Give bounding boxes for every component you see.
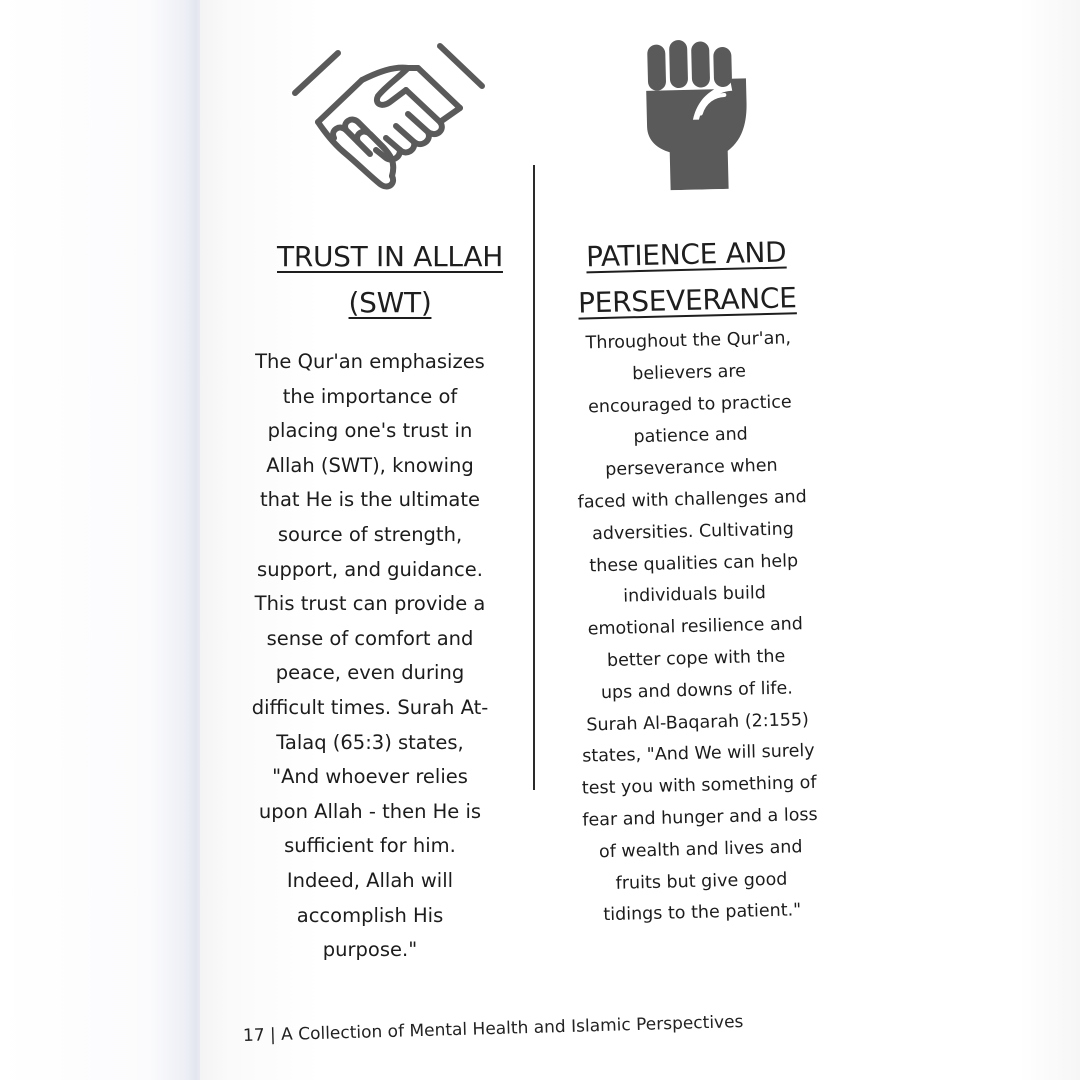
paragraph-line: these qualities can help (589, 550, 799, 576)
paragraph-line: placing one's trust in (267, 419, 473, 443)
footer-separator: | (269, 1025, 277, 1046)
column-divider (533, 165, 535, 790)
paragraph-line: the importance of (282, 384, 458, 408)
paragraph-line: fruits but give good (615, 869, 788, 894)
paragraph-line: perseverance when (605, 455, 778, 481)
paragraph-line: Allah (SWT), knowing (266, 453, 474, 477)
patience-heading-line: PATIENCE AND (585, 235, 787, 274)
paragraph-line: accomplish His (296, 903, 444, 927)
paragraph-line: source of strength, (277, 522, 463, 546)
paragraph-line: believers are (632, 361, 747, 385)
paragraph-line: purpose." (322, 938, 418, 962)
book-title: A Collection of Mental Health and Islamic Perspectives (280, 1012, 744, 1045)
patience-heading-line: PERSEVERANCE (577, 281, 797, 320)
paragraph-line: faced with challenges and (577, 487, 807, 513)
paragraph-line: sufficient for him. (284, 834, 456, 858)
trust-paragraph (225, 345, 515, 968)
paragraph-line: Surah Al-Baqarah (2:155) (586, 709, 810, 736)
paragraph-line: ups and downs of life. (600, 678, 794, 703)
paragraph-line: better cope with the (606, 646, 786, 671)
paragraph-line: difficult times. Surah At- (251, 695, 489, 719)
paragraph-line: Throughout the Qur'an, (585, 328, 792, 354)
paragraph-line: support, and guidance. (257, 557, 483, 581)
trust-heading-line: (SWT) (348, 286, 432, 319)
paragraph-line: fear and hunger and a loss (582, 804, 818, 831)
paragraph-line: patience and (633, 424, 749, 448)
paragraph-line: upon Allah - then He is (258, 799, 482, 823)
paragraph-line: encouraged to practice (587, 391, 792, 417)
paragraph-line: This trust can provide a (254, 592, 486, 616)
paragraph-line: emotional resilience and (587, 614, 804, 640)
trust-heading-line: TRUST IN ALLAH (277, 240, 503, 273)
paragraph-line: The Qur'an emphasizes (255, 350, 485, 373)
paragraph-line: tidings to the patient." (603, 900, 802, 926)
paragraph-line: of wealth and lives and (598, 837, 803, 862)
paragraph-line: Talaq (65:3) states, (276, 730, 464, 754)
paragraph-line: peace, even during (275, 661, 465, 685)
page-number: 17 (242, 1025, 265, 1046)
paragraph-line: individuals build (622, 583, 767, 607)
paragraph-line: adversities. Cultivating (591, 519, 795, 545)
paragraph-line: that He is the ultimate (259, 488, 481, 512)
paragraph-line: states, "And We will surely (582, 741, 815, 767)
trust-heading (245, 234, 535, 326)
raised-fist-icon (641, 38, 755, 191)
paragraph-line: Indeed, Allah will (286, 868, 454, 892)
patience-paragraph (548, 322, 843, 933)
patience-heading (546, 229, 828, 328)
handshake-icon (290, 38, 490, 198)
book-spine-shadow (0, 0, 200, 1080)
paragraph-line: "And whoever relies (272, 765, 468, 789)
paragraph-line: test you with something of (581, 773, 817, 799)
paragraph-line: sense of comfort and (266, 626, 474, 650)
